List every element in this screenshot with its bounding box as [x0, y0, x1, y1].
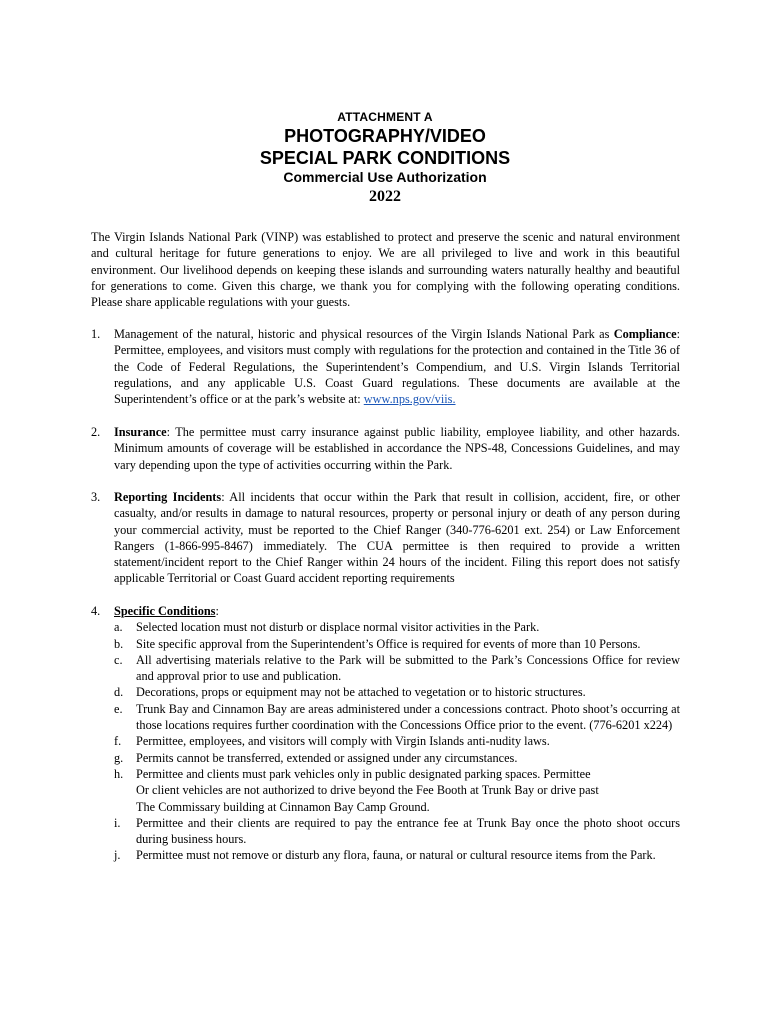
subitem-text: Site specific approval from the Superintendent’s Office is required for events of more than 10 Persons. — [136, 636, 641, 651]
park-website-link[interactable]: www.nps.gov/viis. — [363, 392, 456, 407]
item-heading: Reporting Incidents — [114, 490, 222, 504]
title-line-2: SPECIAL PARK CONDITIONS — [259, 148, 511, 168]
item-heading: Specific Conditions — [114, 604, 216, 618]
item-text — [114, 326, 680, 407]
item-text — [114, 424, 680, 473]
condition-specific-conditions — [91, 603, 680, 864]
subitem-letter: i. — [114, 815, 121, 830]
subitem-letter: g. — [114, 750, 124, 765]
subitem-g — [114, 750, 680, 766]
subitem-letter: f. — [114, 734, 122, 749]
condition-compliance — [91, 326, 680, 407]
attachment-label: ATTACHMENT A — [337, 110, 433, 124]
subitem-text: Permittee and their clients are required to pay the entrance fee at Trunk Bay once the photo shoot occurs during business hours. — [136, 815, 680, 847]
subitem-text: Permittee must not remove or disturb any flora, fauna, or natural or cultural resource items from the Park. — [136, 848, 656, 863]
item-heading: Insurance — [114, 425, 167, 439]
subitem-text: All advertising materials relative to the Park will be submitted to the Park’s Concessions Office for review and approval prior to use and publication. — [136, 652, 680, 684]
item-number: 1. — [91, 327, 101, 341]
intro-paragraph: The Virgin Islands National Park (VINP) was established to protect and preserve the scenic and natural environment and cultural heritage for future generations to enjoy. We are all privileged to live and work in this beautiful environment. Our livelihood depends on keeping these islands and surrounding waters naturally healthy and beautiful for generations to come. Given this charge, we thank you for complying with the following operating conditions. Please share applicable regulations with your guests. — [91, 230, 680, 310]
subtitle: Commercial Use Authorization — [283, 169, 487, 185]
subitem-text: Selected location must not disturb or displace normal visitor activities in the Park. — [136, 620, 540, 635]
item-body: : Permittee, employees, and visitors must comply with regulations for the protection and contained in the Title 36 of the Code of Federal Regulations, the Superintendent’s Compendium, and U.S. Virgin Islands Territorial regulations, and any applicable U.S. Coast Guard regulations. These documents are available at the Superintendent’s office or at the park’s website at: — [114, 327, 680, 407]
subitem-text: Decorations, props or equipment may not be attached to vegetation or to historic structures. — [136, 685, 586, 700]
item-number: 3. — [91, 490, 101, 504]
subitem-j — [114, 847, 680, 863]
title-line-1: PHOTOGRAPHY/VIDEO — [284, 126, 486, 146]
item-body: : — [215, 604, 219, 618]
item-text — [114, 489, 680, 587]
subitem-letter: j. — [114, 848, 121, 863]
subitem-letter: a. — [114, 620, 123, 635]
subitem-a — [114, 619, 680, 635]
subitem-c — [114, 652, 680, 685]
year: 2022 — [369, 188, 401, 205]
item-number: 4. — [91, 604, 101, 618]
subitem-letter: b. — [114, 636, 124, 651]
subitem-line-3: The Commissary building at Cinnamon Bay Camp Ground. — [136, 799, 430, 814]
subitem-line-2: Or client vehicles are not authorized to drive beyond the Fee Booth at Trunk Bay or drive past — [136, 783, 599, 798]
subitem-text: Permits cannot be transferred, extended or assigned under any circumstances. — [136, 750, 518, 765]
subitem-text: Trunk Bay and Cinnamon Bay are areas administered under a concessions contract. Photo shoot’s occurring at those locations requires further coordination with the Concessions Office prior to the event. (776-6201 x224) — [136, 701, 680, 733]
subitem-letter: h. — [114, 766, 124, 781]
subitem-f — [114, 733, 680, 749]
item-number: 2. — [91, 425, 101, 439]
condition-insurance — [91, 424, 680, 473]
item-body: : All incidents that occur within the Park that result in collision, accident, fire, or other casualty, and/or results in damage to natural resources, property or personal injury or death of any person during your commercial activity, must be reported to the Chief Ranger (340-776-6201 ext. 254) or Law Enforcement Rangers (1-866-995-8467) immediately. The CUA permittee is then required to provide a written statement/incident report to the Chief Ranger within 24 hours of the incident. Filing this report does not satisfy applicable Territorial or Coast Guard accident reporting requirements — [114, 490, 680, 586]
subitem-i — [114, 815, 680, 848]
item-text — [114, 603, 680, 619]
subitem-letter: d. — [114, 685, 124, 700]
subitem-letter: c. — [114, 652, 123, 667]
item-lead: Management of the natural, historic and physical resources of the Virgin Islands National Park as — [114, 327, 610, 341]
subitem-e — [114, 701, 680, 734]
subitem-letter: e. — [114, 701, 123, 716]
subitem-line-1: Permittee and clients must park vehicles only in public designated parking spaces. Permittee — [136, 766, 591, 781]
condition-reporting-incidents — [91, 489, 680, 587]
item-heading: Compliance — [613, 327, 677, 341]
subitem-b — [114, 636, 680, 652]
subitem-h — [114, 766, 680, 815]
subitem-d — [114, 684, 680, 700]
item-body: : The permittee must carry insurance against public liability, employee liability, and other hazards. Minimum amounts of coverage will be established in accordance the NPS-48, Concessions Guidelines, and may vary depending upon the type of activities occurring within the Park. — [114, 425, 680, 472]
subitem-text: Permittee, employees, and visitors will comply with Virgin Islands anti-nudity laws. — [136, 734, 550, 749]
